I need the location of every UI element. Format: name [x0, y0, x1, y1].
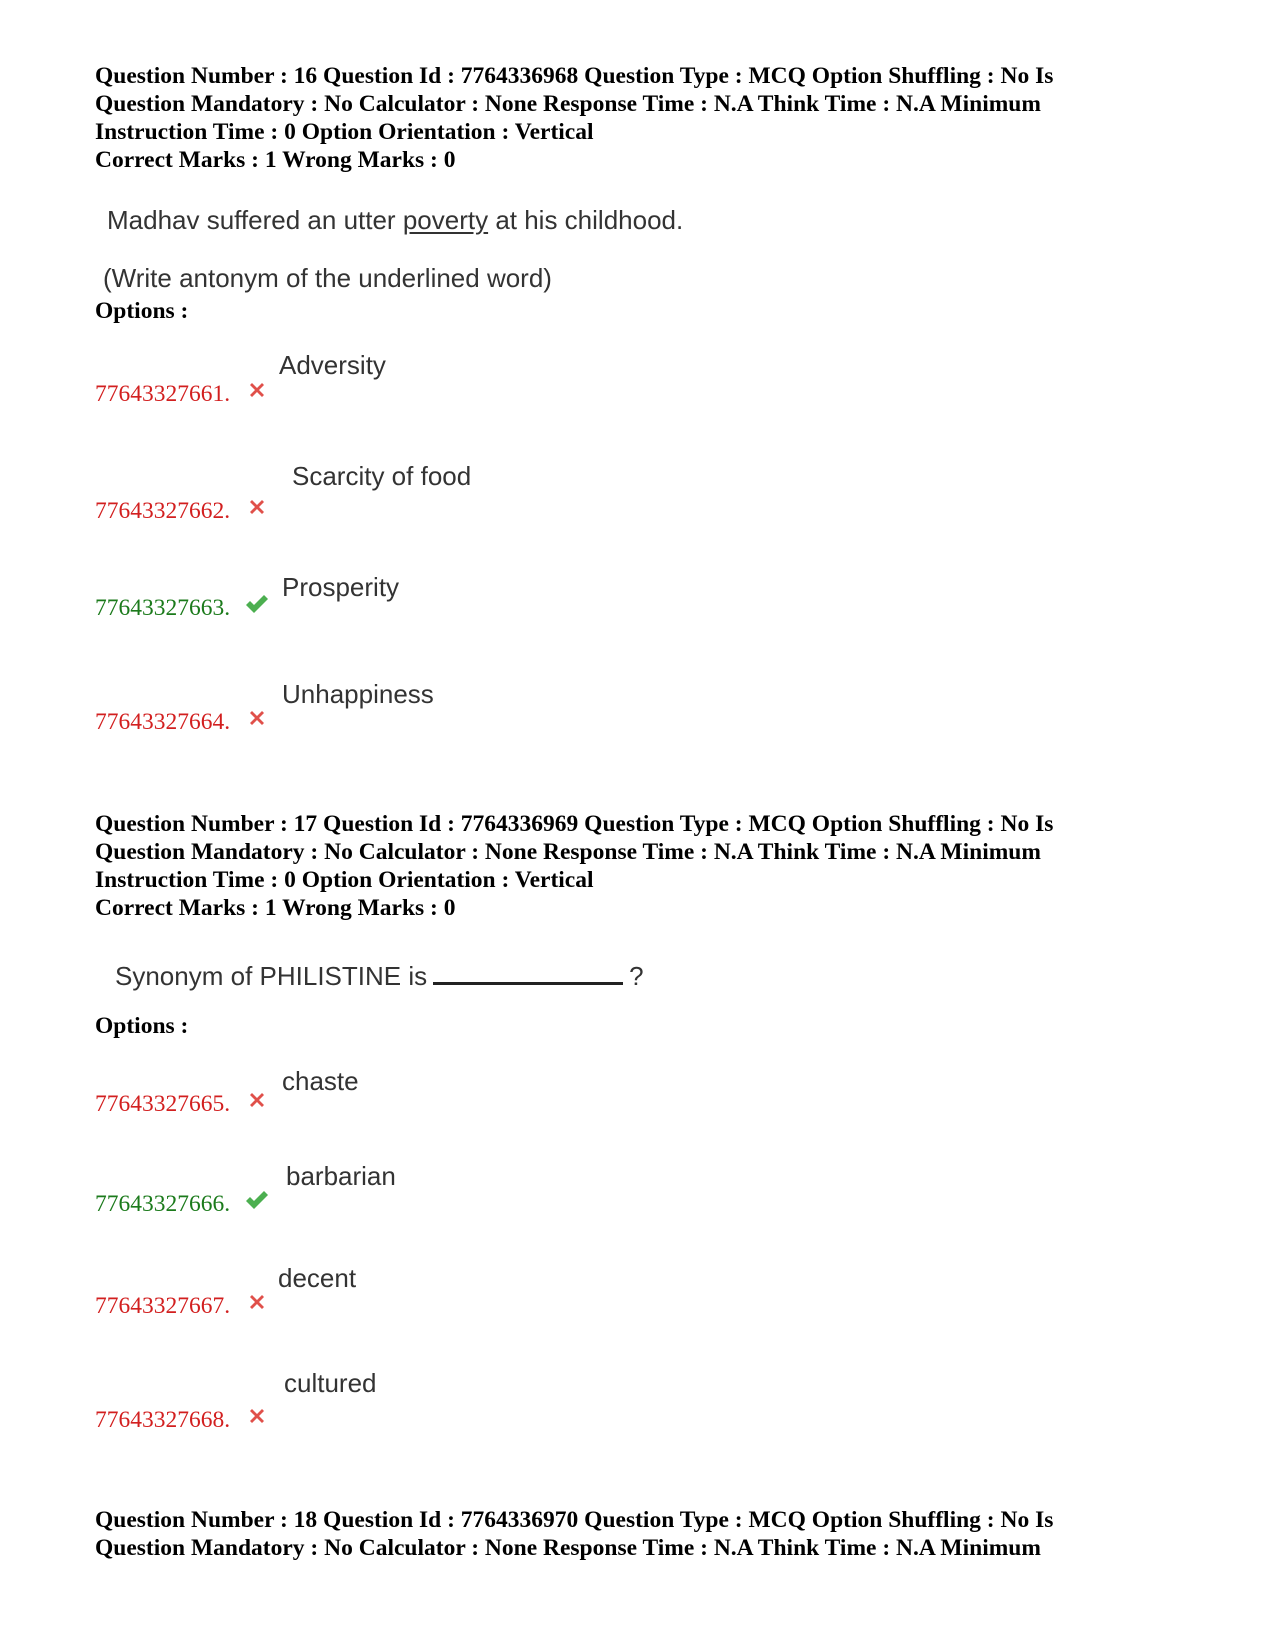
- options-label: Options :: [95, 1013, 189, 1039]
- cross-icon: [245, 706, 269, 730]
- question-17-meta: Question Number : 17 Question Id : 7764336969 Question Type : MCQ Option Shuffling : No Is Question Mandatory : No Calculator : None Response Time : N.A Think Time : N.A Minimum Instruction Time : 0 Option Orientation : Vertical: [95, 811, 1054, 893]
- question-16-marks: Correct Marks : 1 Wrong Marks : 0: [95, 147, 456, 173]
- check-icon: [243, 592, 269, 616]
- question-16-meta: Question Number : 16 Question Id : 7764336968 Question Type : MCQ Option Shuffling : No Is Question Mandatory : No Calculator : None Response Time : N.A Think Time : N.A Minimum Instruction Time : 0 Option Orientation : Vertical: [95, 63, 1054, 145]
- option-id: 77643327664.: [95, 709, 231, 735]
- underlined-word: poverty: [402, 205, 489, 235]
- option-text[interactable]: cultured: [284, 1368, 377, 1398]
- option-text[interactable]: Unhappiness: [282, 679, 434, 709]
- option-text[interactable]: decent: [278, 1263, 357, 1293]
- question-18-meta: Question Number : 18 Question Id : 7764336970 Question Type : MCQ Option Shuffling : No Is Question Mandatory : No Calculator : None Response Time : N.A Think Time : N.A Minimum: [95, 1507, 1054, 1561]
- option-text[interactable]: Scarcity of food: [292, 461, 472, 491]
- question-mark: ?: [629, 961, 644, 991]
- cross-icon: [245, 378, 269, 402]
- option-text[interactable]: chaste: [282, 1066, 359, 1096]
- question-17-text: [115, 960, 644, 992]
- option-id: 77643327667.: [95, 1293, 231, 1319]
- option-id: 77643327668.: [95, 1407, 231, 1433]
- question-text: Synonym of PHILISTINE is: [115, 961, 428, 991]
- check-icon: [243, 1188, 269, 1212]
- option-text[interactable]: barbarian: [286, 1161, 396, 1191]
- option-id: 77643327666.: [95, 1191, 231, 1217]
- cross-icon: [245, 1088, 269, 1112]
- cross-icon: [245, 1290, 269, 1314]
- option-text[interactable]: Adversity: [279, 350, 386, 380]
- option-id: 77643327662.: [95, 498, 231, 524]
- option-text[interactable]: Prosperity: [282, 572, 400, 602]
- sentence-part: Madhav suffered an utter: [107, 205, 403, 235]
- answer-blank: [433, 960, 623, 985]
- question-17-marks: Correct Marks : 1 Wrong Marks : 0: [95, 895, 456, 921]
- cross-icon: [245, 1404, 269, 1428]
- option-id: 77643327665.: [95, 1091, 231, 1117]
- cross-icon: [245, 495, 269, 519]
- options-label: Options :: [95, 298, 189, 324]
- question-16-instruction: (Write antonym of the underlined word): [103, 263, 552, 293]
- option-id: 77643327661.: [95, 381, 231, 407]
- option-id: 77643327663.: [95, 595, 231, 621]
- question-16-sentence: [107, 204, 683, 236]
- sentence-part: at his childhood.: [488, 205, 684, 235]
